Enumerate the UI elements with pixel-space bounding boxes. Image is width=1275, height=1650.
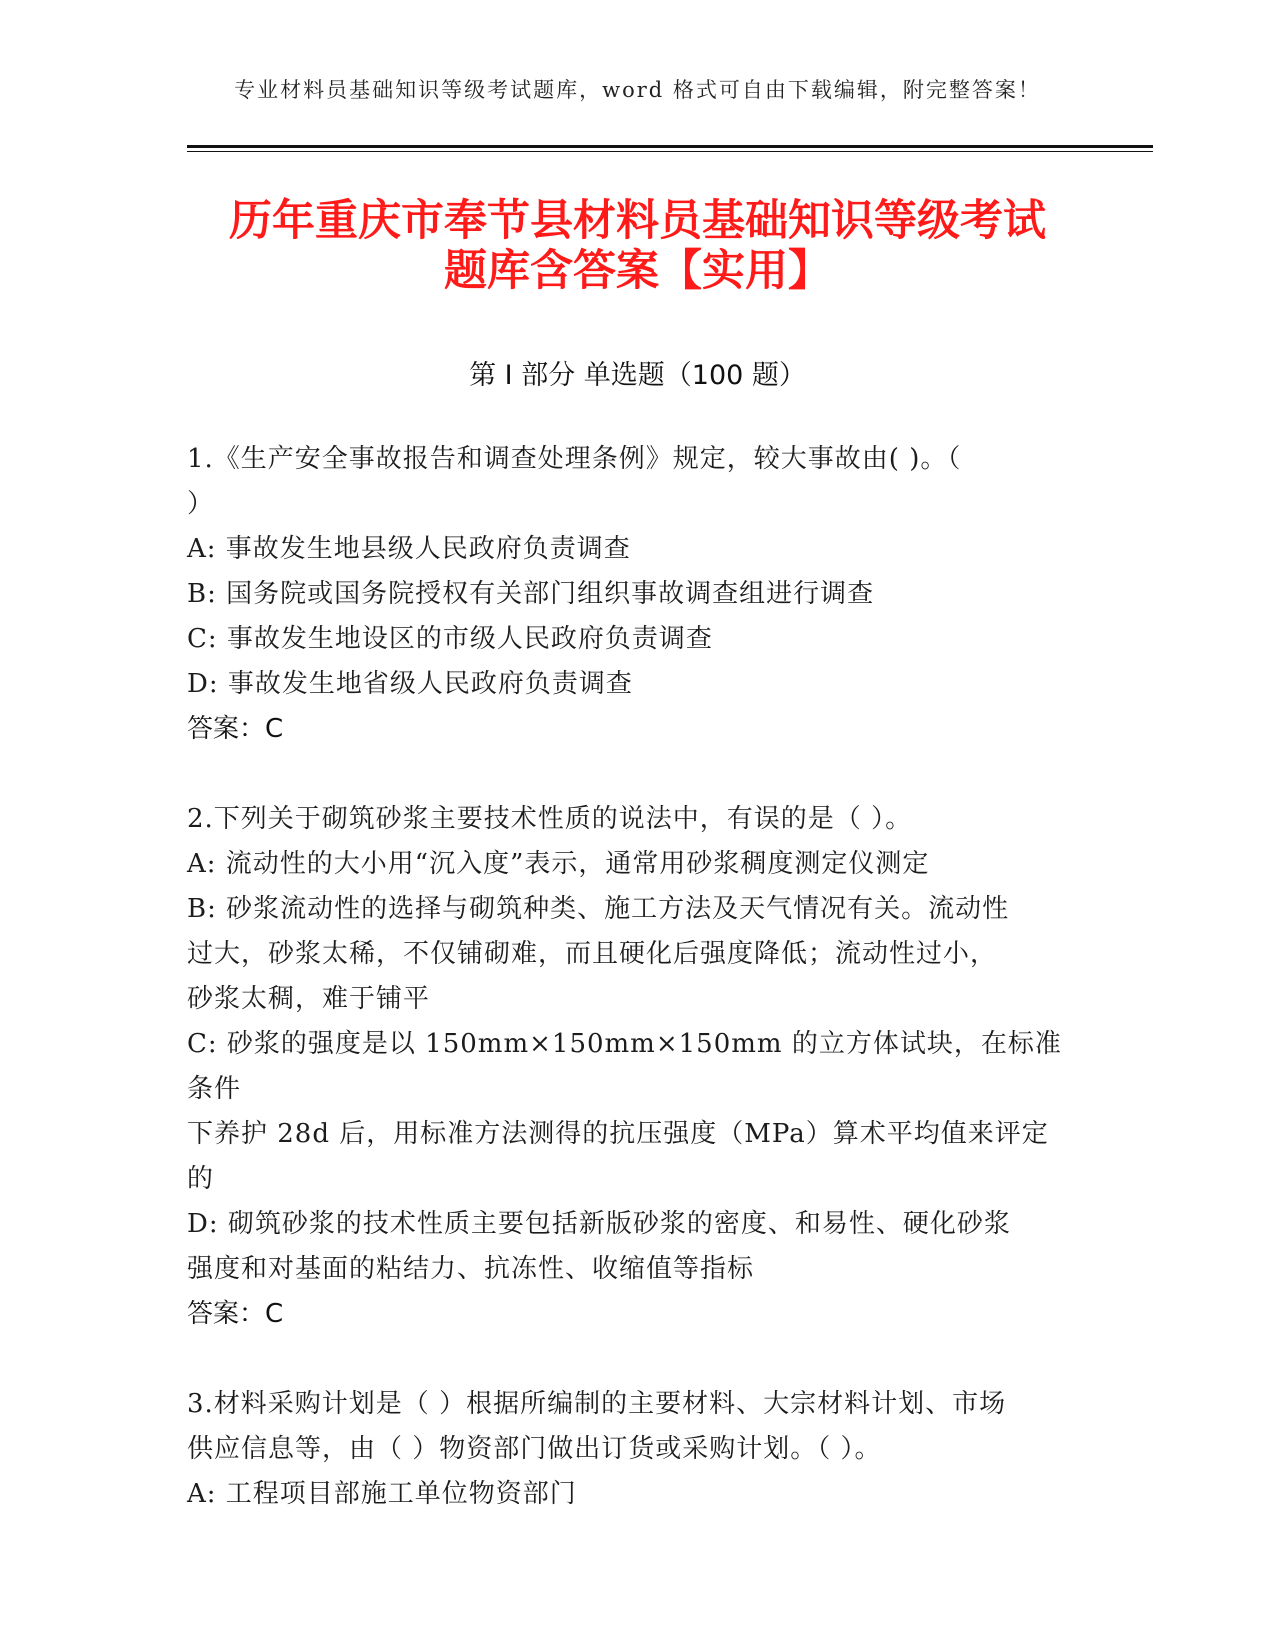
option-c-continued: 的 [187, 1164, 215, 1194]
question-3 [187, 1382, 1072, 1517]
option-d-continued: 强度和对基面的粘结力、抗冻性、收缩值等指标 [187, 1254, 755, 1284]
question-list [187, 437, 1072, 1517]
question-1 [187, 437, 1072, 752]
option-a: A: 事故发生地县级人民政府负责调查 [187, 534, 631, 564]
title-line-2: 题库含答案【实用】 [444, 246, 831, 296]
option-d: D: 事故发生地省级人民政府负责调查 [187, 669, 633, 699]
option-b-continued: 砂浆太稠，难于铺平 [187, 984, 431, 1014]
question-stem-line: 1.《生产安全事故报告和调查处理条例》规定，较大事故由( )。（ [187, 444, 962, 474]
page-header: 专业材料员基础知识等级考试题库，word 格式可自由下载编辑，附完整答案！ [234, 78, 1041, 102]
option-c-continued: 下养护 28d 后，用标准方法测得的抗压强度（MPa）算术平均值来评定 [187, 1119, 1049, 1149]
option-b: B: 砂浆流动性的选择与砌筑种类、施工方法及天气情况有关。流动性 [187, 894, 1010, 924]
answer-line: 答案：C [187, 714, 284, 744]
question-2 [187, 797, 1072, 1337]
question-stem-line: 2.下列关于砌筑砂浆主要技术性质的说法中，有误的是（ ）。 [187, 804, 913, 834]
answer-line: 答案：C [187, 1299, 284, 1329]
option-a: A: 工程项目部施工单位物资部门 [187, 1479, 577, 1509]
header-rule-thin [187, 151, 1153, 152]
question-stem-line: ） [187, 489, 215, 519]
option-b: B: 国务院或国务院授权有关部门组织事故调查组进行调查 [187, 579, 875, 609]
document-title [187, 196, 1088, 296]
question-stem-line: 供应信息等，由（ ）物资部门做出订货或采购计划。（ ）。 [187, 1434, 882, 1464]
section-heading: 第 I 部分 单选题（100 题） [469, 360, 806, 391]
header-rule-thick [187, 145, 1153, 148]
option-b-continued: 过大，砂浆太稀，不仅铺砌难，而且硬化后强度降低；流动性过小， [187, 939, 998, 969]
option-a: A: 流动性的大小用“沉入度”表示，通常用砂浆稠度测定仪测定 [187, 849, 930, 879]
question-stem-line: 3.材料采购计划是（ ）根据所编制的主要材料、大宗材料计划、市场 [187, 1389, 1007, 1419]
option-c: C: 砂浆的强度是以 150mm×150mm×150mm 的立方体试块，在标准条件 [187, 1029, 1062, 1104]
option-d: D: 砌筑砂浆的技术性质主要包括新版砂浆的密度、和易性、硬化砂浆 [187, 1209, 1011, 1239]
option-c: C: 事故发生地设区的市级人民政府负责调查 [187, 624, 713, 654]
title-line-1: 历年重庆市奉节县材料员基础知识等级考试 [229, 196, 1046, 246]
